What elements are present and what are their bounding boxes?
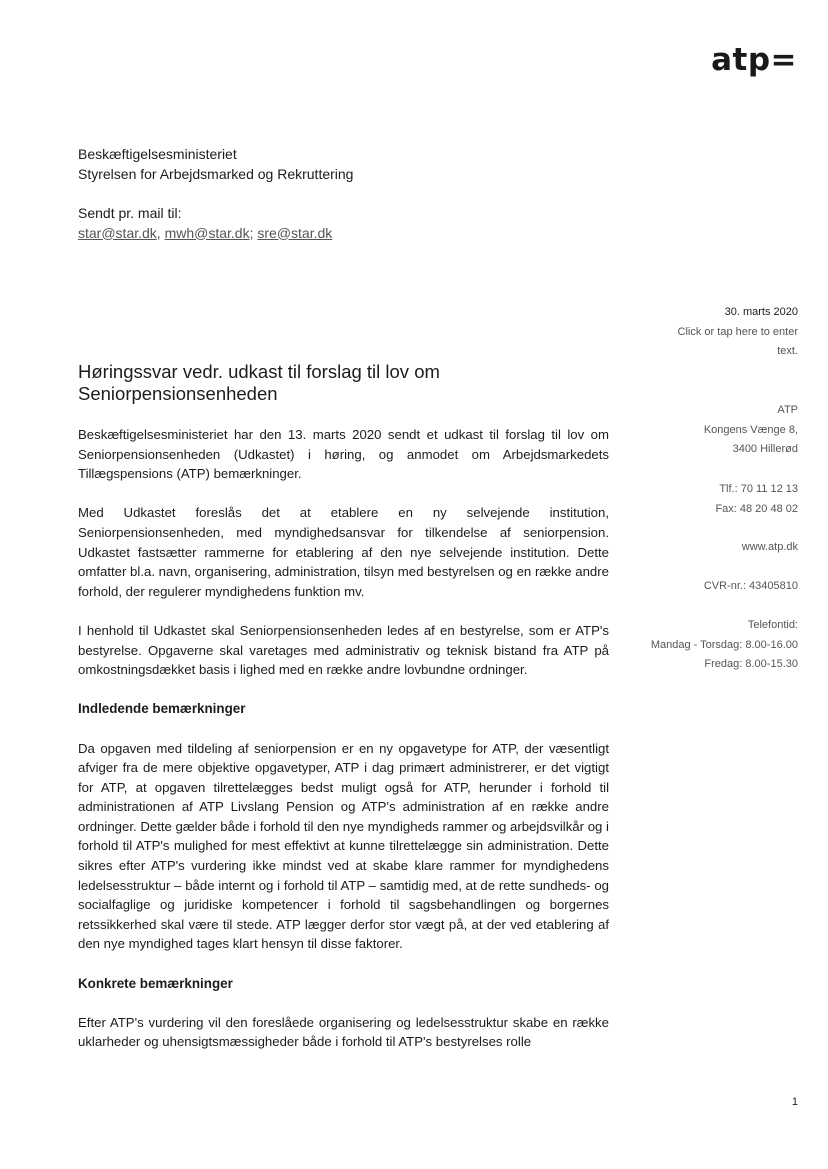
sent-to-block bbox=[78, 204, 332, 243]
email-separator: ; bbox=[249, 224, 258, 241]
page-number: 1 bbox=[791, 1096, 798, 1108]
heading-introductory-remarks: Indledende bemærkninger bbox=[78, 701, 246, 717]
phone-hours-label: Telefontid: bbox=[747, 619, 798, 631]
letter-body bbox=[78, 425, 609, 1072]
paragraph-board: I henhold til Udkastet skal Seniorpensionsenheden ledes af en bestyrelse, som er ATP's bestyrelse. Opgaverne skal varetages med administrativ og teknisk bistand fra ATP på omkostningsdækket basis i lighed med en række andre lovbundne ordninger. bbox=[78, 622, 609, 678]
phone-hours-friday: Fredag: 8.00-15.30 bbox=[704, 658, 798, 670]
email-separator: , bbox=[156, 224, 165, 241]
paragraph-intro: Beskæftigelsesministeriet har den 13. marts 2020 sendt et udkast til forslag til lov om Seniorpensionsenheden (Udkastet) i høring, og anmodet om Arbejdsmarkedets Tillægspensions (ATP) bemærkninger. bbox=[78, 427, 609, 482]
org-name: ATP bbox=[777, 404, 798, 416]
sent-label: Sendt pr. mail til: bbox=[78, 205, 182, 221]
date-block bbox=[568, 303, 798, 362]
placeholder-text-cont: text. bbox=[777, 345, 798, 357]
atp-logo: atp= bbox=[711, 42, 797, 78]
fax-number: Fax: 48 20 48 02 bbox=[715, 502, 798, 515]
web-address: www.atp.dk bbox=[741, 541, 798, 553]
letter-date: 30. marts 2020 bbox=[724, 306, 798, 318]
recipient-ministry: Beskæftigelsesministeriet bbox=[78, 146, 237, 162]
paragraph-introductory: Da opgaven med tildeling af seniorpension er en ny opgavetype for ATP, der væsentligt afviger fra de mere objektive opgavetyper, ATP i dag primært administrerer, er det vigtigt for ATP, at opgaven tilrettelægges bedst muligt også for ATP, herunder i forhold til administrationen af ATP Livslang Pension og ATP's administration af en række andre ordninger. Dette gælder både i forhold til den nye myndigheds rammer og arbejdsvilkår og i forhold til ATP's mulighed for mest effektivt at kunne tilrettelægge sin administration. Dette sikres efter ATP's vurdering ikke mindst ved at skabe klare rammer for myndighedens ledelsesstruktur – både internt og i forhold til ATP – samtidig med, at de rette sundheds- og socialfaglige og juridiske kompetencer i forhold til sagsbehandlingen og borgernes retssikkerhed skal være til stede. ATP lægger derfor stor vægt på, at der ved etablering af den nye myndighed tages klart hensyn til disse faktorer. bbox=[78, 740, 609, 952]
email-link-sre[interactable]: sre@star.dk bbox=[257, 224, 333, 241]
letter-title: Høringssvar vedr. udkast til forslag til lov om Seniorpensionsenheden bbox=[78, 361, 440, 404]
placeholder-text[interactable]: Click or tap here to enter bbox=[677, 325, 798, 338]
heading-specific-remarks: Konkrete bemærkninger bbox=[78, 975, 233, 991]
address-city: 3400 Hillerød bbox=[732, 443, 798, 455]
cvr-number: CVR-nr.: 43405810 bbox=[703, 580, 798, 592]
recipient-block bbox=[78, 145, 353, 184]
phone-hours-weekdays: Mandag - Torsdag: 8.00-16.00 bbox=[650, 638, 798, 651]
address-street: Kongens Vænge 8, bbox=[703, 423, 798, 436]
email-link-star[interactable]: star@star.dk bbox=[78, 224, 157, 241]
paragraph-specific: Efter ATP's vurdering vil den foreslåede organisering og ledelsesstruktur skabe en række uklarheder og uhensigtsmæssigheder både i forhold til ATP's bestyrelses rolle bbox=[78, 1014, 609, 1050]
email-list bbox=[78, 224, 332, 244]
paragraph-proposal: Med Udkastet foreslås det at etablere en ny selvejende institution, Seniorpensionsenheden, med myndighedsansvar for tilkendelse af seniorpension. Udkastet fastsætter rammerne for etablering af den nye selvejende institution. Dette omfatter bl.a. navn, organisering, administration, tilsyn med bestyrelsen og en række andre forhold, der regulerer myndighedens funktion mv. bbox=[78, 505, 609, 599]
email-link-mwh[interactable]: mwh@star.dk bbox=[164, 224, 250, 241]
recipient-agency: Styrelsen for Arbejdsmarked og Rekruttering bbox=[78, 165, 354, 182]
phone-number: Tlf.: 70 11 12 13 bbox=[719, 483, 798, 495]
